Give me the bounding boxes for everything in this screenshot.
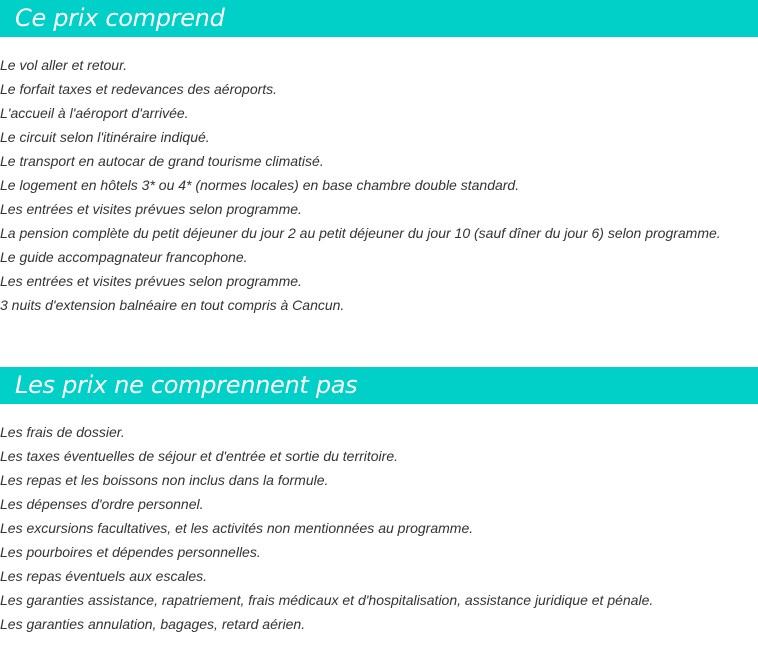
included-item: 3 nuits d'extension balnéaire en tout compris à Cancun. bbox=[0, 297, 345, 313]
excluded-title: Les prix ne comprennent pas bbox=[15, 371, 358, 399]
excluded-item: Les garanties assistance, rapatriement, frais médicaux et d'hospitalisation, assistance juridique et pénale. bbox=[0, 592, 654, 608]
included-title: Ce prix comprend bbox=[15, 4, 225, 32]
included-item: Les entrées et visites prévues selon programme. bbox=[0, 273, 302, 289]
included-item: Le logement en hôtels 3* ou 4* (normes locales) en base chambre double standard. bbox=[0, 177, 520, 193]
excluded-item: Les frais de dossier. bbox=[0, 424, 125, 440]
included-list bbox=[0, 53, 758, 317]
included-item: Les entrées et visites prévues selon programme. bbox=[0, 201, 302, 217]
excluded-item: Les dépenses d'ordre personnel. bbox=[0, 496, 204, 512]
included-header bbox=[0, 0, 758, 37]
included-item: L'accueil à l'aéroport d'arrivée. bbox=[0, 105, 189, 121]
included-item: Le vol aller et retour. bbox=[0, 57, 128, 73]
excluded-item: Les taxes éventuelles de séjour et d'entrée et sortie du territoire. bbox=[0, 448, 399, 464]
excluded-item: Les repas éventuels aux escales. bbox=[0, 568, 208, 584]
included-item: La pension complète du petit déjeuner du jour 2 au petit déjeuner du jour 10 (sauf dîner du jour 6) selon programme. bbox=[0, 225, 721, 241]
excluded-list bbox=[0, 420, 758, 636]
excluded-item: Les pourboires et dépendes personnelles. bbox=[0, 544, 261, 560]
excluded-item: Les garanties annulation, bagages, retard aérien. bbox=[0, 616, 306, 632]
excluded-header bbox=[0, 367, 758, 404]
included-item: Le transport en autocar de grand tourisme climatisé. bbox=[0, 153, 324, 169]
included-item: Le circuit selon l'itinéraire indiqué. bbox=[0, 129, 210, 145]
excluded-section bbox=[0, 367, 758, 636]
excluded-item: Les excursions facultatives, et les activités non mentionnées au programme. bbox=[0, 520, 474, 536]
excluded-item: Les repas et les boissons non inclus dans la formule. bbox=[0, 472, 329, 488]
included-item: Le forfait taxes et redevances des aéroports. bbox=[0, 81, 278, 97]
included-section bbox=[0, 0, 758, 317]
included-item: Le guide accompagnateur francophone. bbox=[0, 249, 248, 265]
